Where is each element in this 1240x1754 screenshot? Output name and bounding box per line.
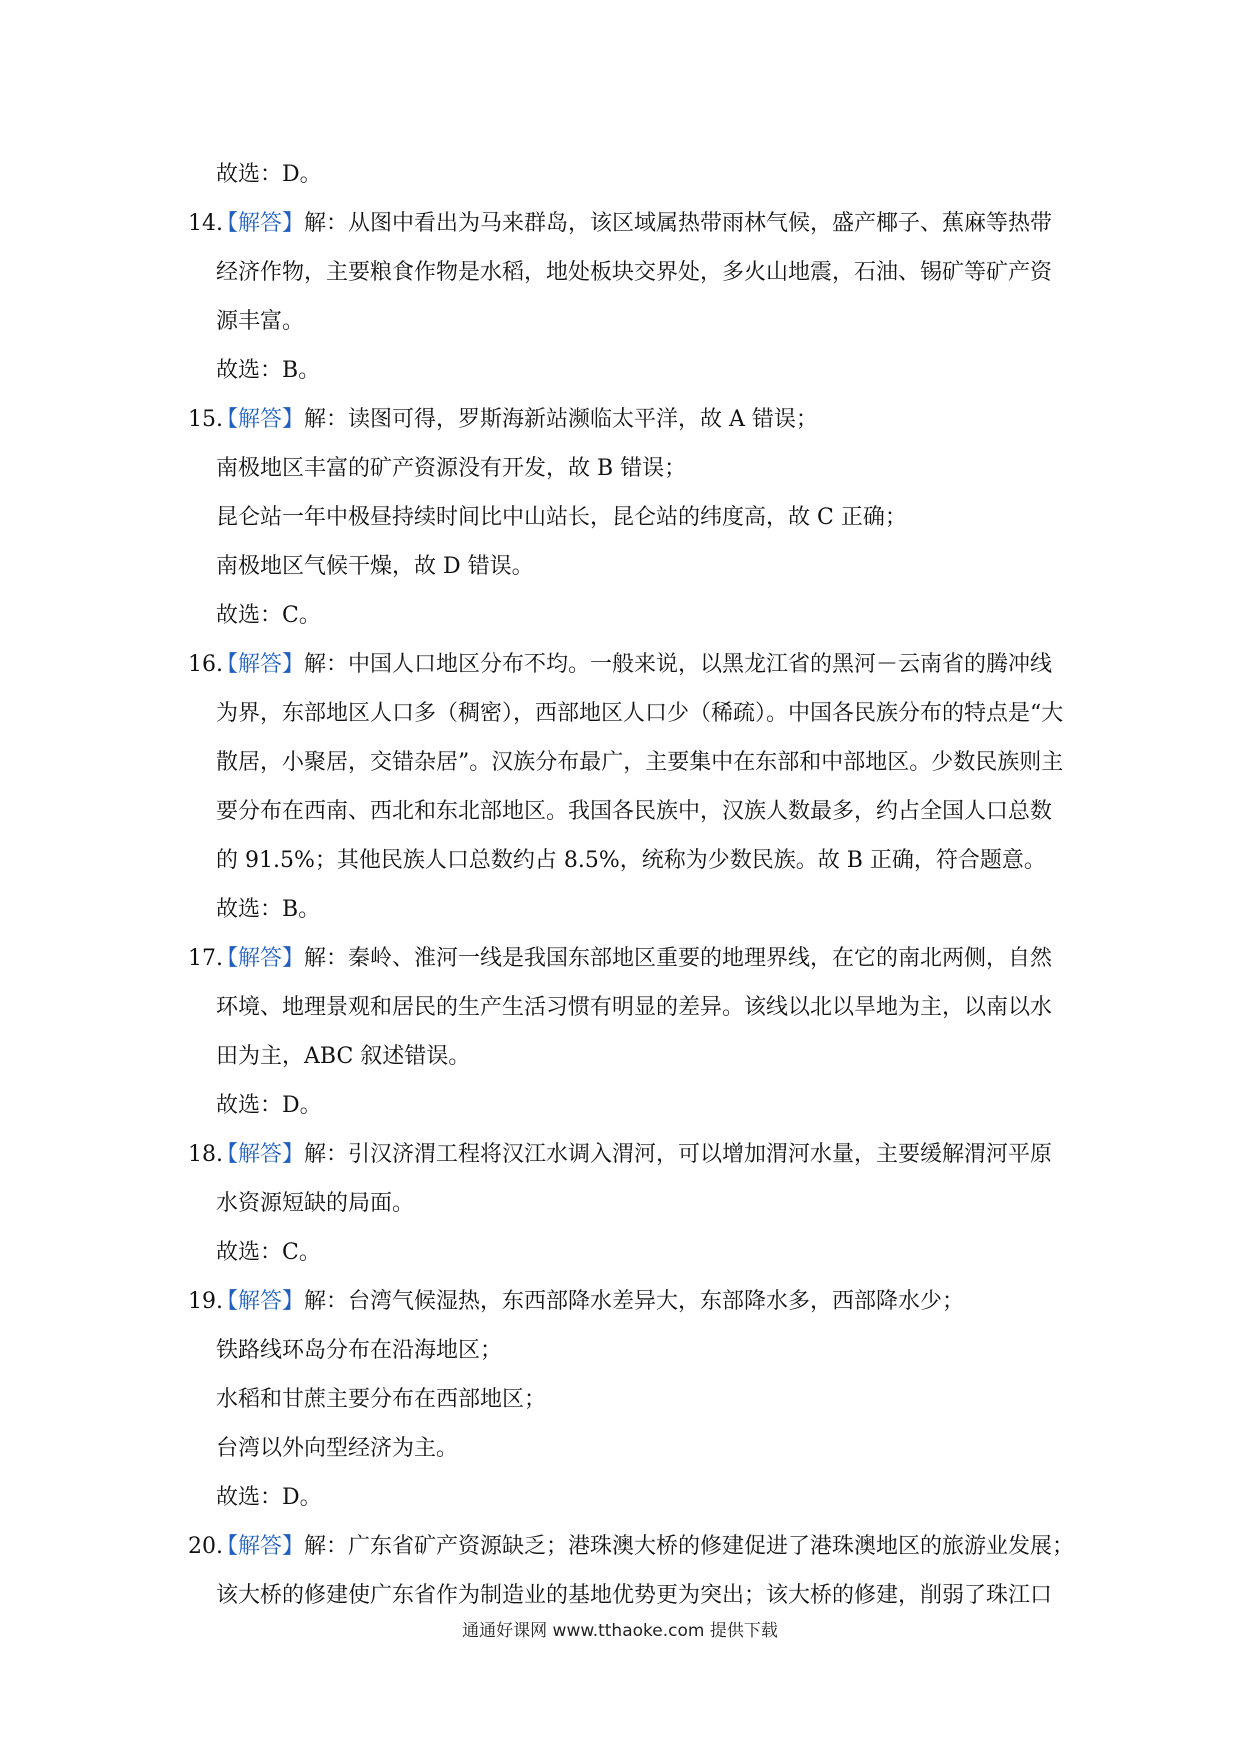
answer-text: 解：中国人口地区分布不均。一般来说，以黑龙江省的黑河－云南省的腾冲线 [304,652,1053,677]
answer-text-line: 散居，小聚居，交错杂居”。汉族分布最广，主要集中在东部和中部地区。少数民族则主 [216,750,1064,775]
question-number: 19. [188,1289,223,1314]
answer-choice-line: 故选：C。 [216,603,321,628]
answer-tag: 【解答】 [216,652,305,677]
answer-choice-line: 故选：D。 [216,162,322,187]
answer-text-line: 田为主，ABC 叙述错误。 [216,1044,471,1069]
answer-text: 解：秦岭、淮河一线是我国东部地区重要的地理界线，在它的南北两侧，自然 [304,946,1053,971]
answer-text-line: 水资源短缺的局面。 [216,1191,415,1216]
answer-heading-line [188,199,1058,248]
answer-text-line: 水稻和甘蔗主要分布在西部地区； [216,1387,547,1412]
answer-text-line: 南极地区气候干燥，故 D 错误。 [216,554,534,579]
answer-text: 解：广东省矿产资源缺乏；港珠澳大桥的修建促进了港珠澳地区的旅游业发展； [304,1534,1075,1559]
answer-text-line: 源丰富。 [216,309,305,334]
answer-tag: 【解答】 [216,211,305,236]
answer-heading-line [188,1277,1058,1326]
answer-text-line: 环境、地理景观和居民的生产生活习惯有明显的差异。该线以北以旱地为主，以南以水 [216,995,1053,1020]
answer-text: 解：从图中看出为马来群岛，该区域属热带雨林气候，盛产椰子、蕉麻等热带 [304,211,1053,236]
answer-tag: 【解答】 [216,1289,305,1314]
answer-choice-line: 故选：B。 [216,358,321,383]
answer-heading-line [188,1522,1075,1571]
answer-heading-line [188,1130,1058,1179]
answer-text-line: 该大桥的修建使广东省作为制造业的基地优势更为突出；该大桥的修建，削弱了珠江口 [216,1583,1053,1608]
answer-text-line: 昆仑站一年中极昼持续时间比中山站长，昆仑站的纬度高，故 C 正确； [216,505,907,530]
answer-heading-line [188,640,1058,689]
answer-text-line: 的 91.5%；其他民族人口总数约占 8.5%，统称为少数民族。故 B 正确，符合题意。 [216,848,1046,873]
answer-text: 解：台湾气候湿热，东西部降水差异大，东部降水多，西部降水少； [304,1289,965,1314]
question-number: 15. [188,407,223,432]
page-footer: 通通好课网 www.tthaoke.com 提供下载 [462,1621,778,1641]
answer-text-line: 要分布在西南、西北和东北部地区。我国各民族中，汉族人数最多，约占全国人口总数 [216,799,1053,824]
answer-text-line: 台湾以外向型经济为主。 [216,1436,459,1461]
answer-text-line: 经济作物，主要粮食作物是水稻，地处板块交界处，多火山地震，石油、锡矿等矿产资 [216,260,1053,285]
answer-text: 解：读图可得，罗斯海新站濒临太平洋，故 A 错误； [304,407,818,432]
answer-tag: 【解答】 [216,1142,305,1167]
answer-text-line: 南极地区丰富的矿产资源没有开发，故 B 错误； [216,456,687,481]
answer-choice-line: 故选：C。 [216,1240,321,1265]
answer-choice-line: 故选：B。 [216,897,321,922]
question-number: 16. [188,652,223,677]
answer-tag: 【解答】 [216,946,305,971]
question-number: 18. [188,1142,223,1167]
question-number: 17. [188,946,223,971]
answer-text-line: 铁路线环岛分布在沿海地区； [216,1338,503,1363]
answer-tag: 【解答】 [216,1534,305,1559]
answer-tag: 【解答】 [216,407,305,432]
question-number: 14. [188,211,223,236]
answer-choice-line: 故选：D。 [216,1485,322,1510]
answer-heading-line [188,395,1058,444]
question-number: 20. [188,1534,223,1559]
answer-content [188,150,1075,1620]
answer-heading-line [188,934,1058,983]
answer-text: 解：引汉济渭工程将汉江水调入渭河，可以增加渭河水量，主要缓解渭河平原 [304,1142,1053,1167]
answer-choice-line: 故选：D。 [216,1093,322,1118]
answer-text-line: 为界，东部地区人口多（稠密），西部地区人口少（稀疏）。中国各民族分布的特点是“大 [216,701,1064,726]
